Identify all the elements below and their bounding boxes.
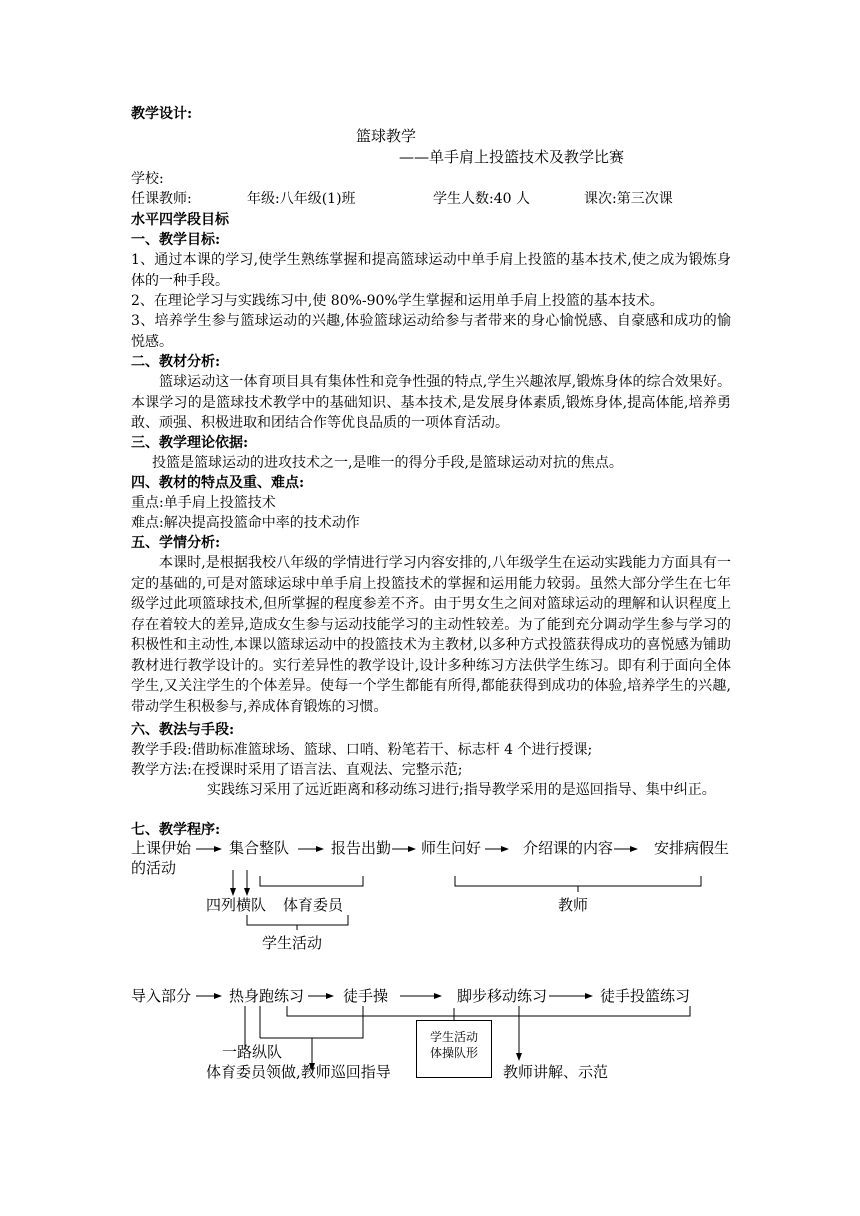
flow2-step-warmup: 热身跑练习 <box>229 987 305 1005</box>
flow1-step-sick-leave: 安排病假生 <box>654 839 730 857</box>
flow2-committee-leads: 体育委员领做,教师巡回指导 <box>206 1063 391 1081</box>
material-analysis-text: 篮球运动这一体育项目具有集体性和竞争性强的特点,学生兴趣浓厚,锻炼身体的综合效果好。本课学习的是篮球技术教学中的基础知识、基本技术,是发展身体素质,锻炼身体,提高体能,培养勇敢、顽强、积极进取和团结合作等优良品质的一项体育活动。 <box>131 374 731 431</box>
theory-text: 投篮是篮球运动的进攻技术之一,是唯一的得分手段,是篮球运动对抗的焦点。 <box>152 455 623 471</box>
objective-item-3: 3、培养学生参与篮球运动的兴趣,体验篮球运动给参与者带来的身心愉悦感、自豪感和成功的愉悦感。 <box>131 313 731 350</box>
design-label: 教学设计: <box>131 106 193 122</box>
flow1-four-rows: 四列横队 <box>206 896 267 914</box>
flow2-step-freehand-exercise: 徒手操 <box>343 987 389 1005</box>
flow1-step-attendance: 报告出勤 <box>331 839 392 857</box>
section-heading-methods: 六、教法与手段: <box>131 722 235 738</box>
students-count: 学生人数:40 人 <box>433 191 530 207</box>
section-heading-objectives: 一、教学目标: <box>131 232 221 248</box>
flow1-step-greeting: 师生问好 <box>421 839 482 857</box>
flow2-single-column: 一路纵队 <box>222 1043 283 1061</box>
flow1-teacher: 教师 <box>558 896 589 914</box>
flow2-box-line2: 体操队形 <box>429 1046 478 1060</box>
teaching-means: 教学手段:借助标准篮球场、篮球、口哨、粉笔若干、标志杆 4 个进行授课; <box>131 742 593 758</box>
flow1-sports-committee: 体育委员 <box>283 896 344 914</box>
section-heading-key-points: 四、教材的特点及重、难点: <box>131 475 305 491</box>
teacher-label: 任课教师: <box>131 191 192 207</box>
flow2-start: 导入部分 <box>131 987 192 1005</box>
document-title: 篮球教学 <box>356 127 417 145</box>
teaching-method-2: 实践练习采用了远近距离和移动练习进行;指导教学采用的是巡回指导、集中纠正。 <box>207 782 716 798</box>
flow1-student-activity: 学生活动 <box>262 934 323 952</box>
grade-label: 年级:八年级(1)班 <box>247 191 356 207</box>
flow2-step-footwork: 脚步移动练习 <box>457 987 548 1005</box>
school-label: 学校: <box>131 171 164 187</box>
document-subtitle: ——单手肩上投篮技术及教学比赛 <box>399 148 625 166</box>
flow2-activity-box <box>416 1020 492 1078</box>
flow2-step-shooting-practice: 徒手投篮练习 <box>600 987 691 1005</box>
key-point: 重点:单手肩上投篮技术 <box>131 495 276 511</box>
level-heading: 水平四学段目标 <box>131 212 229 228</box>
section-heading-material: 二、教材分析: <box>131 354 221 370</box>
flow2-box-line1: 学生活动 <box>429 1030 478 1044</box>
teaching-method-1: 教学方法:在授课时采用了语言法、直观法、完整示范; <box>131 762 463 778</box>
section-heading-theory: 三、教学理论依据: <box>131 435 249 451</box>
flow1-start-cont: 的活动 <box>131 859 177 877</box>
difficulty-point: 难点:解决提高投篮命中率的技术动作 <box>131 515 360 531</box>
flow1-step-introduce: 介绍课的内容 <box>523 839 614 857</box>
session-label: 课次:第三次课 <box>584 191 673 207</box>
section-heading-procedure: 七、教学程序: <box>131 822 221 838</box>
flow2-teacher-demo: 教师讲解、示范 <box>503 1063 609 1081</box>
objective-item-2: 2、在理论学习与实践练习中,使 80%-90%学生掌握和运用单手肩上投篮的基本技术。 <box>131 293 664 309</box>
flow1-step-assemble: 集合整队 <box>229 839 290 857</box>
learner-analysis-text: 本课时,是根据我校八年级的学情进行学习内容安排的,八年级学生在运动实践能力方面具有一定的基础的,可是对篮球运球中单手肩上投篮技术的掌握和运用能力较弱。虽然大部分学生在七年级学过此项篮球技术,但所掌握的程度参差不齐。由于男女生之间对篮球运动的理解和认识程度上存在着较大的差异,造成女生参与运动技能学习的主动性较差。为了能到充分调动学生参与学习的积极性和主动性,本课以篮球运动中的投篮技术为主教材,以多种方式投篮获得成功的喜悦感为铺助教材进行教学设计的。实行差异性的教学设计,设计多种练习方法供学生练习。即有利于面向全体学生,又关注学生的个体差异。使每一个学生都能有所得,都能获得到成功的体验,培养学生的兴趣,带动学生积极参与,养成体育锻炼的习惯。 <box>131 555 731 715</box>
section-heading-learner-analysis: 五、学情分析: <box>131 535 221 551</box>
objective-item-1: 1、通过本课的学习,使学生熟练掌握和提高篮球运动中单手肩上投篮的基本技术,使之成为锻炼身体的一种手段。 <box>131 252 731 289</box>
flow1-start: 上课伊始 <box>131 839 192 857</box>
